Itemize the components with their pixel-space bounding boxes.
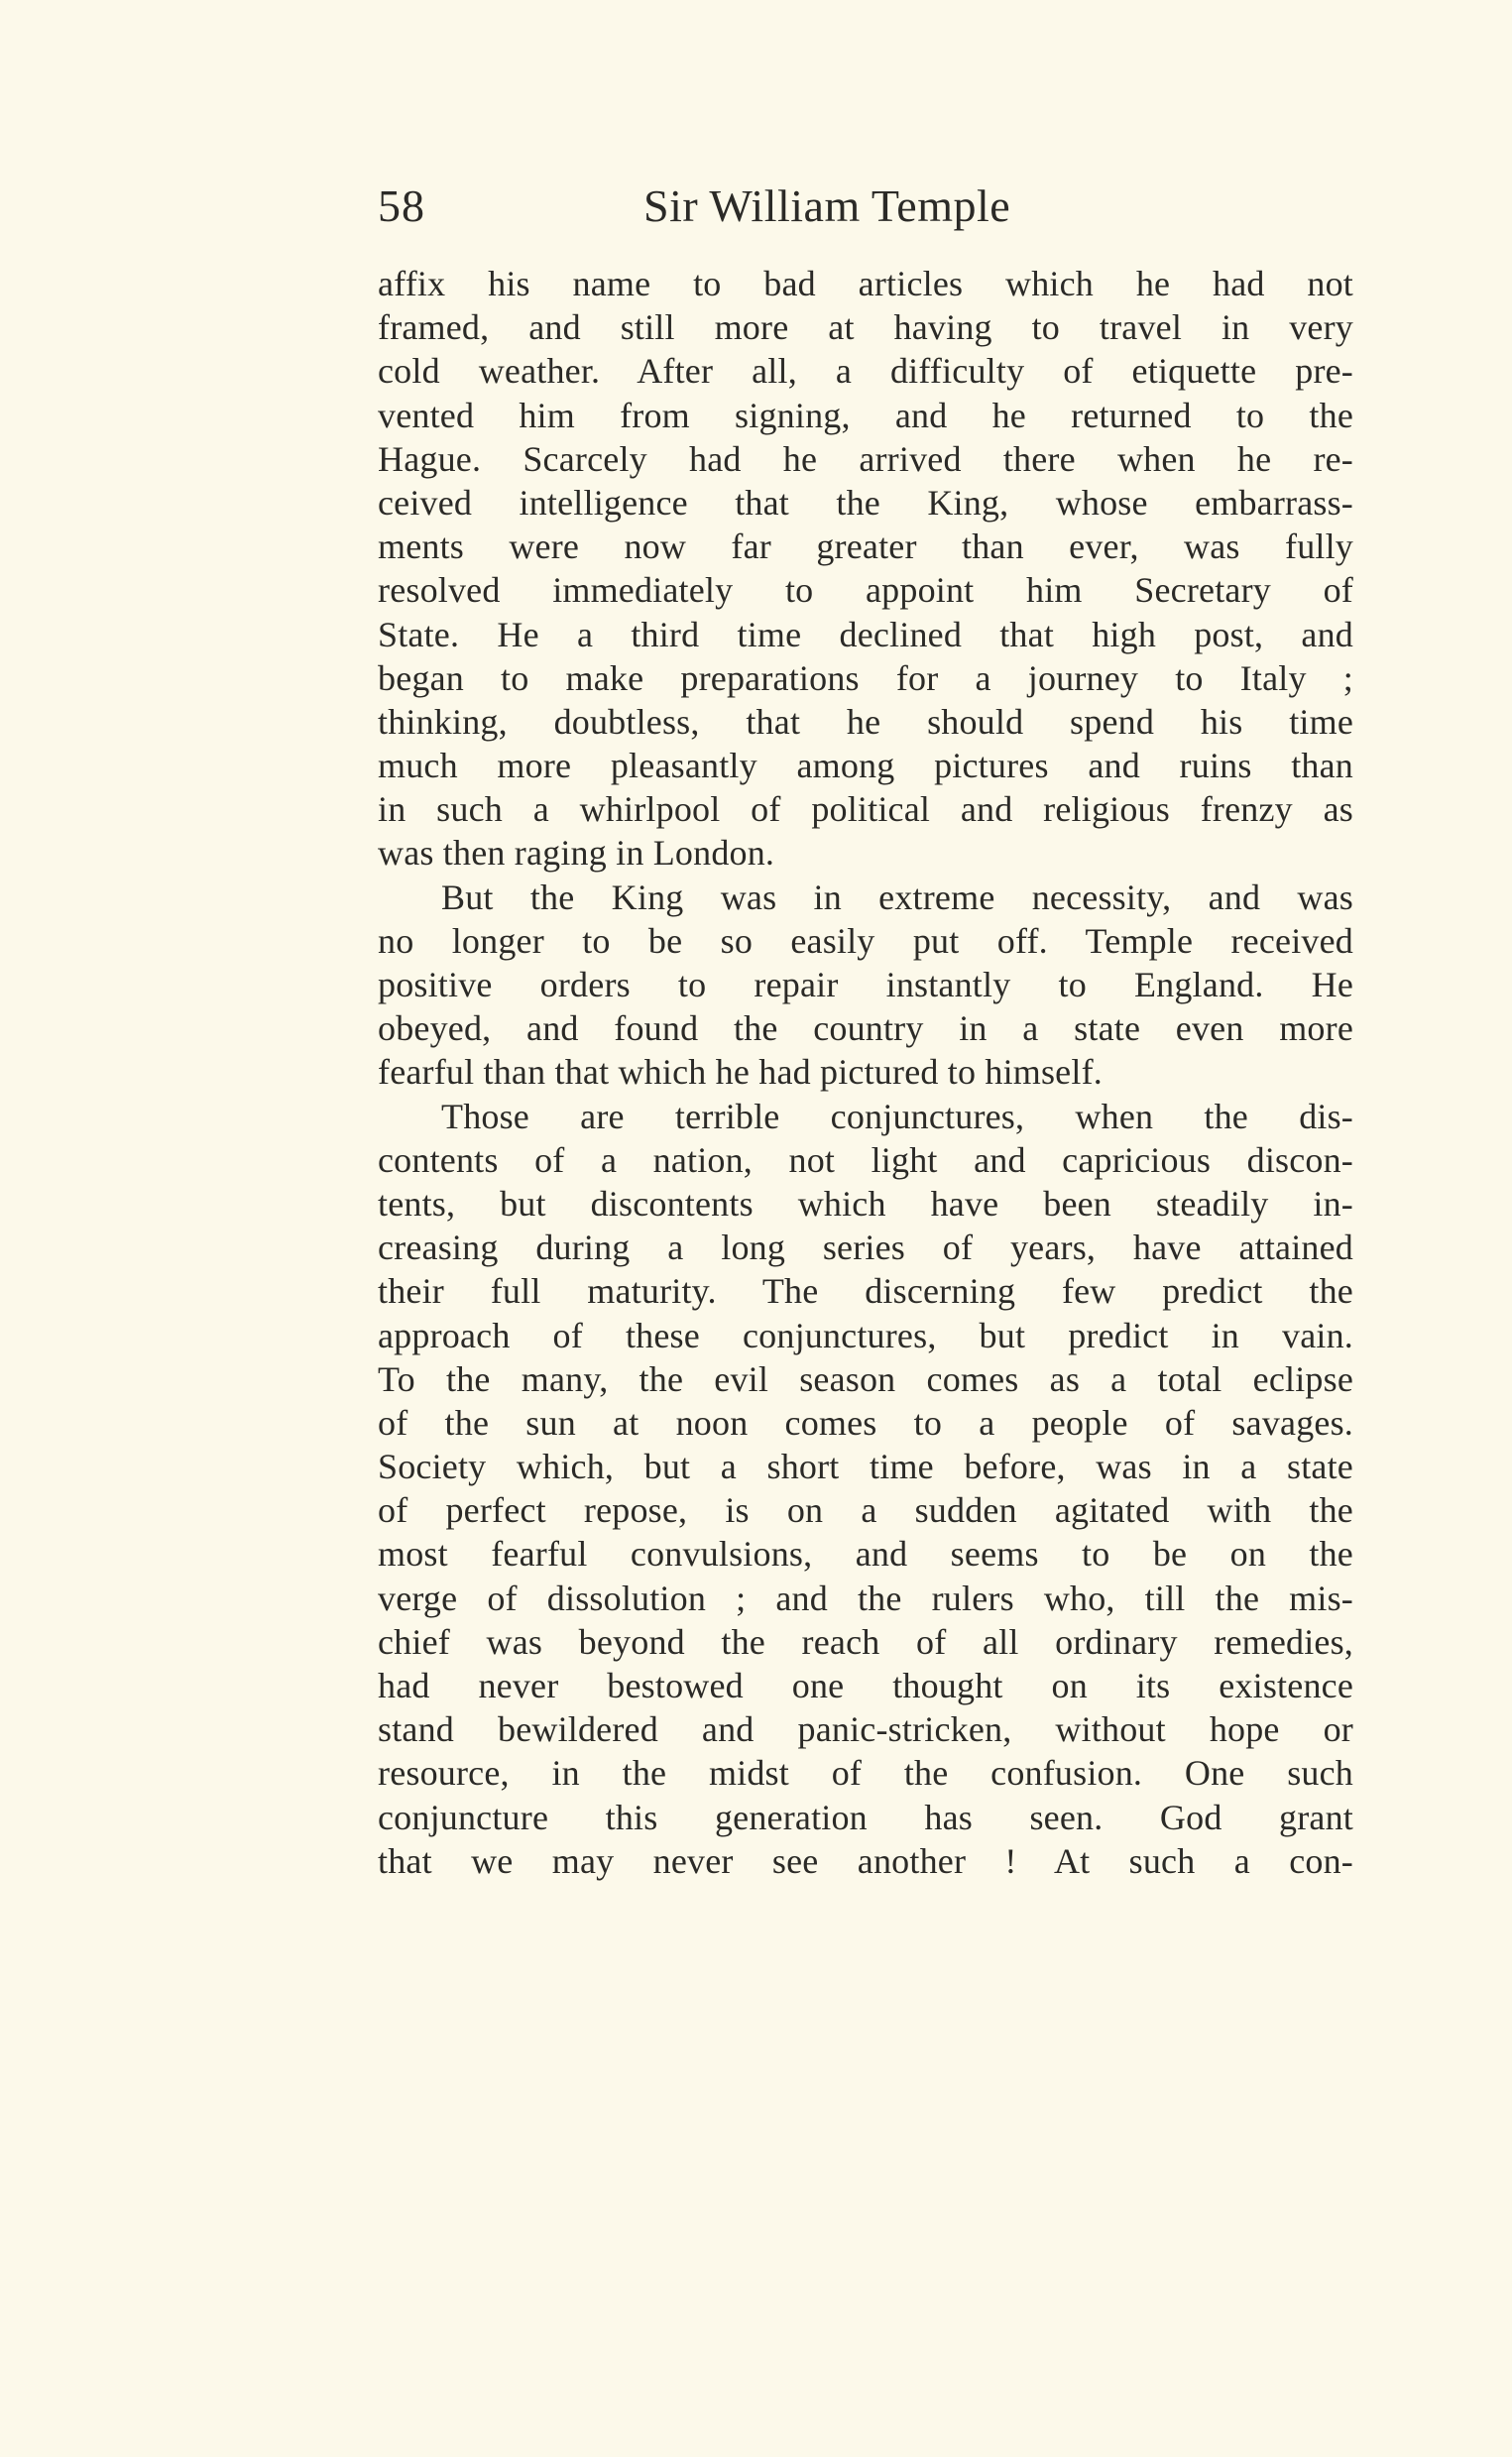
paragraph-1 <box>378 262 1353 876</box>
text-line: ceived intelligence that the King, whose embarrass- <box>378 482 1353 523</box>
text-line: chief was beyond the reach of all ordinary remedies, <box>378 1621 1353 1662</box>
paragraph-3 <box>378 1095 1353 1883</box>
text-line: To the many, the evil season comes as a total eclipse <box>378 1358 1353 1399</box>
running-head <box>378 176 1369 236</box>
page-number: 58 <box>378 180 425 231</box>
text-line: contents of a nation, not light and capricious discon- <box>378 1139 1353 1180</box>
text-line: positive orders to repair instantly to England. He <box>378 965 1353 1004</box>
text-line: ments were now far greater than ever, was fully <box>378 526 1353 567</box>
text-line: framed, and still more at having to travel in very <box>378 307 1353 348</box>
text-line: creasing during a long series of years, have attained <box>378 1228 1353 1268</box>
text-line: resolved immediately to appoint him Secretary of <box>378 570 1353 611</box>
text-line: stand bewildered and panic-stricken, without hope or <box>378 1709 1353 1750</box>
text-line: tents, but discontents which have been steadily in- <box>378 1183 1353 1224</box>
text-line: was then raging in London. <box>378 833 775 874</box>
text-line: thinking, doubtless, that he should spend his time <box>378 701 1353 742</box>
text-line: But the King was in extreme necessity, and was <box>441 877 1353 917</box>
text-line: Hague. Scarcely had he arrived there when he re- <box>378 438 1353 479</box>
text-line: of perfect repose, is on a sudden agitated with the <box>378 1490 1353 1531</box>
text-line: much more pleasantly among pictures and ruins than <box>378 746 1353 786</box>
text-line: resource, in the midst of the confusion. One such <box>378 1753 1353 1794</box>
body-text <box>378 262 1353 1883</box>
text-line: verge of dissolution ; and the rulers who, till the mis- <box>378 1578 1353 1618</box>
text-line: had never bestowed one thought on its existence <box>378 1666 1353 1705</box>
text-line: Society which, but a short time before, was in a state <box>378 1447 1353 1487</box>
text-line: most fearful convulsions, and seems to be on the <box>378 1534 1353 1575</box>
text-line: of the sun at noon comes to a people of savages. <box>378 1402 1353 1443</box>
text-line: obeyed, and found the country in a state even more <box>378 1008 1353 1049</box>
text-line: fearful than that which he had pictured to himself. <box>378 1052 1103 1093</box>
text-line: conjuncture this generation has seen. God grant <box>378 1797 1353 1837</box>
text-line: that we may never see another ! At such a con- <box>378 1840 1353 1881</box>
text-line: affix his name to bad articles which he had not <box>378 264 1353 303</box>
text-line: began to make preparations for a journey to Italy ; <box>378 657 1353 698</box>
text-line: cold weather. After all, a difficulty of etiquette pre- <box>378 351 1353 392</box>
text-line: approach of these conjunctures, but predict in vain. <box>378 1315 1353 1355</box>
text-line: their full maturity. The discerning few predict the <box>378 1271 1353 1312</box>
text-line: in such a whirlpool of political and religious frenzy as <box>378 789 1353 830</box>
text-line: State. He a third time declined that high post, and <box>378 614 1353 654</box>
text-line: Those are terrible conjunctures, when the dis- <box>441 1096 1353 1136</box>
paragraph-2 <box>378 876 1353 1095</box>
text-line: no longer to be so easily put off. Temple received <box>378 920 1353 961</box>
running-title: Sir William Temple <box>643 180 1011 231</box>
text-line: vented him from signing, and he returned to the <box>378 395 1353 435</box>
